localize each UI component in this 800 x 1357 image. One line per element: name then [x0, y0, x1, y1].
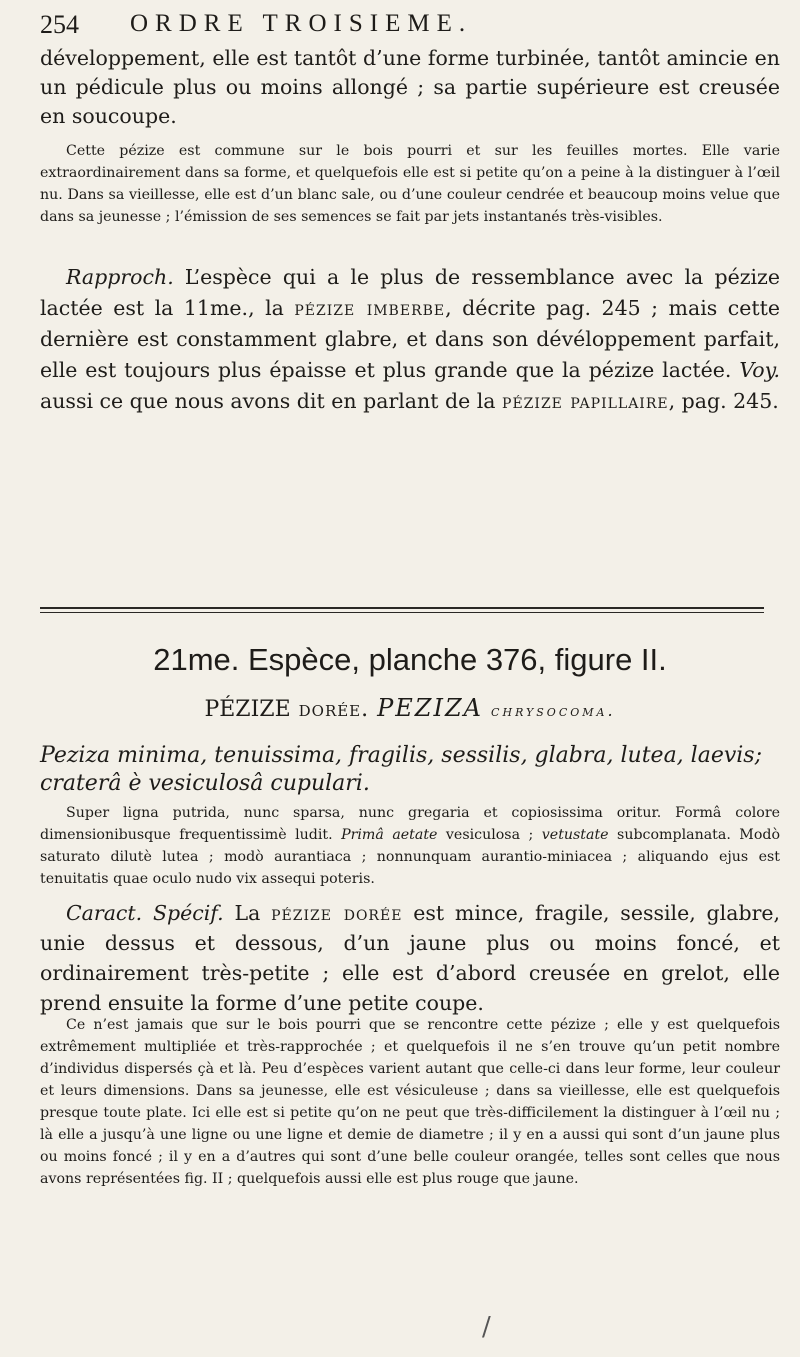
- french-epithet: dorée.: [290, 697, 378, 722]
- rapproch-text: , la: [248, 296, 295, 320]
- latin-note-text: subcomplanata. Modò saturato dilutè lutea ; modò aurantiaca ; nonnunquam aurantio-miniacea ; aliquando ejus est tenuitatis quae oculo nudo vix assequi poteris.: [40, 827, 781, 887]
- latin-epithet: chrysocoma.: [482, 701, 616, 720]
- latin-note: [40, 802, 780, 890]
- species-heading: 21me. Espèce, planche 376, figure II.: [153, 642, 667, 677]
- species-number: 11me.: [183, 296, 249, 320]
- voy-label: Voy.: [739, 358, 780, 382]
- latin-note-text: Super ligna putrida, nunc sparsa, nunc gregaria et copiosissima oritur. Formâ colore dimensionibusque frequentissimè ludit.: [40, 805, 780, 843]
- rapproch-text: , pag. 245.: [668, 389, 779, 413]
- rapproch-text: , décrite pag. 245 ; mais cette dernière est constamment glabre, et dans son dévéloppement parfait, elle est toujours plus épaisse et plus grande que la pézize lactée.: [40, 296, 780, 382]
- species-name: pézize dorée: [271, 901, 403, 925]
- latin-note-italic: vetustate: [541, 827, 609, 843]
- caract-text: La: [223, 901, 272, 925]
- latin-diagnosis: Peziza minima, tenuissima, fragilis, sessilis, glabra, lutea, laevis; craterâ è vesiculosâ cupulari.: [40, 743, 763, 796]
- observation-note: [40, 140, 780, 228]
- rapprochement-paragraph: [40, 262, 780, 417]
- section-divider: [40, 607, 764, 609]
- page-header: [40, 6, 760, 40]
- caract-label: Caract. Spécif.: [66, 901, 224, 925]
- rapproch-text: L’espèce qui a le plus de ressemblance avec la pézize lactée est la: [40, 265, 780, 320]
- note-text: Ce n’est jamais que sur le bois pourri que se rencontre cette pézize ; elle y est quelquefois extrêmement multipliée et très-rapprochée ; et quelquefois il ne s’en trouve qu’un petit nombre d’individus dispersés çà et là. Peu d’espèces varient autant que celle-ci dans leur forme, leur couleur et leurs dimensions. Dans sa jeunesse, elle est vésiculeuse ; dans sa vieillesse, elle est quelquefois presque toute plate. Ici elle est si petite qu’on ne peut que très-difficilement la distinguer à l’œil nu ; là elle a jusqu’à une ligne ou une ligne et demie de diametre ; il y en a aussi qui sont d’un jaune plus ou moins foncé ; il y en a d’autres qui sont d’une belle couleur orangée, telles sont celles que nous avons représentées fig. II ; quelquefois aussi elle est plus rouge que jaune.: [40, 1017, 780, 1187]
- specific-characters: [40, 898, 780, 1018]
- species-name: pézize imberbe: [294, 296, 446, 320]
- rapproch-text: aussi ce que nous avons dit en parlant de la: [40, 389, 503, 413]
- species-name: pézize papillaire: [502, 389, 669, 413]
- paragraph-continuation: [40, 44, 780, 131]
- rapproch-label: Rapproch.: [66, 265, 174, 289]
- stray-mark: /: [482, 1312, 491, 1342]
- section-divider: [40, 612, 764, 613]
- note-text: Cette pézize est commune sur le bois pourri et sur les feuilles mortes. Elle varie extraordinairement dans sa forme, et quelquefois elle est si petite qu’on a peine à la distinguer à l’œil nu. Dans sa vieillesse, elle est d’un blanc sale, ou d’une couleur cendrée et beaucoup moins velue que dans sa jeunesse ; l’émission de ses semences se fait par jets instantanés très-visibles.: [40, 143, 780, 225]
- latin-note-text: vesiculosa ;: [437, 827, 542, 843]
- genus-line: [40, 693, 780, 726]
- observation-note-2: [40, 1014, 780, 1190]
- latin-note-italic: Primâ aetate: [341, 827, 438, 843]
- paragraph-text: développement, elle est tantôt d’une forme turbinée, tantôt amincie en un pédicule plus ou moins allongé ; sa partie supérieure est creusée en soucoupe.: [40, 46, 780, 128]
- running-title: ORDRE TROISIEME.: [130, 10, 473, 37]
- latin-genus: PEZIZA: [377, 694, 483, 722]
- caract-text: est mince, fragile, sessile, glabre, unie dessus et dessous, d’un jaune plus ou moins foncé, et ordinairement très-petite ; elle est d’abord creusée en grelot, elle prend ensuite la forme d’une petite coupe.: [40, 901, 781, 1015]
- french-name: PÉZIZE: [204, 697, 291, 722]
- page-number: 254: [40, 10, 79, 39]
